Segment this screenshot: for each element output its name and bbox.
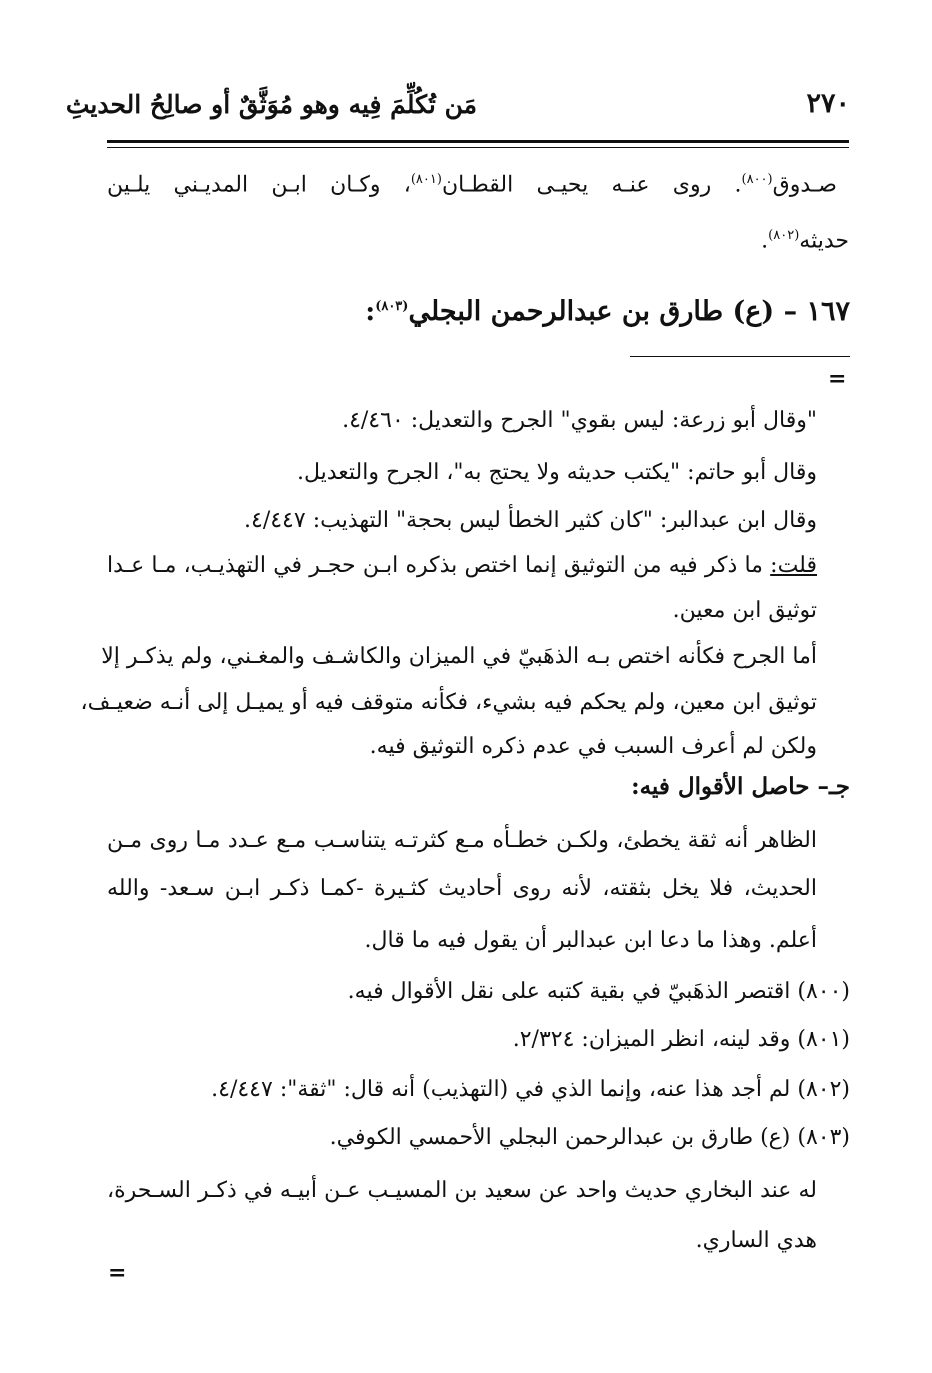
note-line: "وقال أبو زرعة: ليس بقوي" الجرح والتعديل: ٤/٤٦٠. [342,408,817,433]
entry-heading [365,296,850,327]
footnote-801: (٨٠١) وقد لينه، انظر الميزان: ٢/٣٢٤. [512,1027,850,1052]
continuation-mark: = [828,366,847,392]
note-line: توثيق ابن معين، ولم يحكم فيه بشيء، فكأنه متوقف فيه أو يميـل إلى أنـه ضعيـف، [80,690,817,715]
note-line: وقال أبو حاتم: "يكتب حديثه ولا يحتج به"، الجرح والتعديل. [296,460,817,485]
footnote-ref: (٨٠٠) [741,172,773,187]
note-line: توثيق ابن معين. [672,598,817,623]
qult-label: قلت: [770,553,817,578]
footnote-text-line: هدي الساري. [695,1228,817,1253]
running-title: مَن تُكُلِّمَ فِيه وهو مُوَثَّقٌ أو صالِحُ الحديثِ [65,90,477,119]
body-text: حديثه [799,228,849,254]
qult-text: ما ذكر فيه من التوثيق إنما اختص بذكره ابـن حجـر في التهذيـب، مـا عـدا [107,553,771,578]
note-line [107,553,817,578]
end-continuation-mark: = [108,1260,127,1286]
footnote-800: (٨٠٠) اقتصر الذهَبيّ في بقية كتبه على نقل الأقوال فيه. [347,979,850,1004]
header-rule-thick [107,140,849,143]
body-text: . روى عنـه يحيـى القطـان [441,172,742,198]
page-number: ٢٧٠ [806,88,850,119]
note-line: وقال ابن عبدالبر: "كان كثير الخطأ ليس بحجة" التهذيب: ٤/٤٤٧. [244,508,817,533]
footnote-ref: (٨٠٢) [768,228,800,243]
body-text: ، وكـان ابـن المديـني يلـين [107,172,411,198]
note-line: أما الجرح فكأنه اختص بـه الذهَبيّ في الميزان والكاشـف والمغـني، ولم يذكـر إلا [101,644,817,669]
header-rule-thin [107,147,849,148]
entry-number: ١٦٧ [806,296,850,327]
footnote-802: (٨٠٢) لم أجد هذا عنه، وإنما الذي في (التهذيب) أنه قال: "ثقة": ٤/٤٤٧. [211,1077,850,1102]
entry-name: طارق بن عبدالرحمن البجلي [408,296,724,327]
entry-colon: : [365,296,376,327]
body-line-1 [107,172,837,197]
note-line: الظاهر أنه ثقة يخطئ، ولكـن خطـأه مـع كثرتـه يتناسـب مـع عـدد مـا روى مـن [107,828,817,853]
body-line-2 [107,228,849,253]
footnote-text-line: له عند البخاري حديث واحد عن سعيد بن المسيـب عـن أبيـه في ذكـر السـحرة، [107,1178,817,1203]
footnote-ref: (٨٠٣) [375,299,409,314]
footnote-ref: (٨٠١) [410,172,442,187]
note-line: ولكن لم أعرف السبب في عدم ذكره التوثيق فيه. [369,734,817,759]
subheading: جـ– حاصل الأقوال فيه: [631,773,850,800]
note-line: أعلم. وهذا ما دعا ابن عبدالبر أن يقول فيه ما قال. [364,928,817,953]
entry-symbol: (ع) [732,296,775,327]
entry-dash: – [783,296,798,327]
note-line: الحديث، فلا يخل بثقته، لأنه روى أحاديث كثـيرة -كمـا ذكـر ابـن سـعد- والله [107,876,817,901]
body-text: صـدوق [772,172,837,198]
footnote-separator [630,356,850,357]
footnote-803: (٨٠٣) (ع) طارق بن عبدالرحمن البجلي الأحمسي الكوفي. [329,1125,850,1150]
body-text: . [761,228,769,254]
